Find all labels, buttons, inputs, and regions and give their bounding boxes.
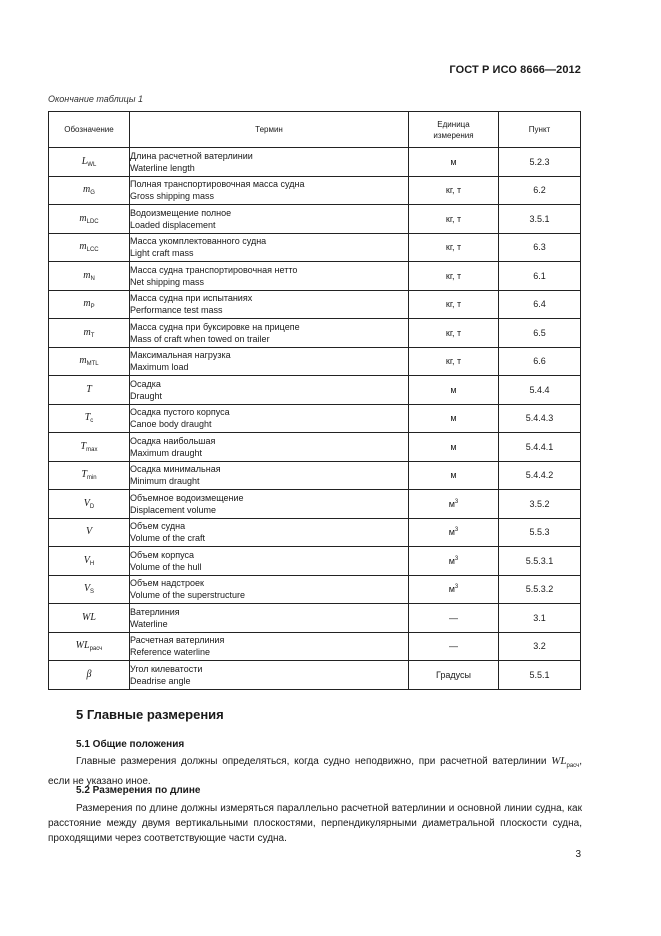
- symbol-cell: [49, 547, 130, 576]
- term-russian: Объем надстроек: [130, 578, 204, 589]
- symbol-main: L: [81, 155, 88, 167]
- symbol-main: m: [79, 241, 87, 253]
- unit-cell: [409, 319, 499, 348]
- table-row: [49, 205, 581, 234]
- term-english: Volume of the superstructure: [130, 590, 246, 601]
- term-russian: Осадка наибольшая: [130, 435, 216, 446]
- symbol-subscript: LDC: [86, 218, 99, 225]
- term-cell: [130, 604, 409, 633]
- symbol-subscript: MTL: [86, 361, 99, 368]
- document-header: ГОСТ Р ИСО 8666—2012: [449, 64, 581, 76]
- unit-superscript: 3: [454, 527, 459, 534]
- point-cell: 5.4.4.3: [499, 404, 581, 433]
- point-cell: 3.1: [499, 604, 581, 633]
- point-cell: 6.3: [499, 233, 581, 262]
- symbol-main: T: [81, 469, 87, 481]
- table-body: [49, 148, 581, 690]
- symbol-main: V: [85, 526, 93, 538]
- column-header-term: Термин: [130, 112, 409, 148]
- page-number: 3: [575, 849, 581, 860]
- point-cell: 5.5.3.1: [499, 547, 581, 576]
- point-cell: 5.5.3: [499, 518, 581, 547]
- term-english: Volume of the craft: [130, 533, 206, 544]
- symbol-subscript: N: [90, 275, 95, 282]
- terms-table: [48, 111, 581, 690]
- symbol-main: m: [79, 355, 87, 367]
- symbol-subscript: G: [90, 190, 95, 197]
- table-row: [49, 347, 581, 376]
- unit-cell: [409, 148, 499, 177]
- symbol-main: m: [83, 269, 91, 281]
- point-cell: 5.4.4.1: [499, 433, 581, 462]
- section-5-title: 5 Главные размерения: [76, 707, 224, 722]
- symbol-cell: [49, 233, 130, 262]
- symbol-subscript: расч: [89, 646, 103, 653]
- table-row: [49, 490, 581, 519]
- symbol-subscript: P: [90, 304, 95, 311]
- unit-value: Градусы: [436, 669, 471, 680]
- unit-value: м: [448, 555, 455, 566]
- term-english: Maximum load: [130, 362, 189, 373]
- term-english: Draught: [130, 390, 163, 401]
- point-cell: 6.1: [499, 262, 581, 291]
- term-english: Mass of craft when towed on trailer: [130, 333, 270, 344]
- term-cell: [130, 661, 409, 690]
- symbol-subscript: min: [86, 475, 97, 482]
- symbol-cell: [49, 490, 130, 519]
- term-english: Light craft mass: [130, 248, 194, 259]
- symbol-main: WL: [82, 611, 96, 623]
- symbol-subscript: T: [90, 332, 95, 339]
- term-english: Waterline: [130, 618, 168, 629]
- table-row: [49, 148, 581, 177]
- term-russian: Полная транспортировочная масса судна: [130, 179, 305, 190]
- point-cell: 3.5.2: [499, 490, 581, 519]
- table-row: [49, 661, 581, 690]
- symbol-cell: [49, 604, 130, 633]
- unit-superscript: 3: [454, 555, 459, 562]
- unit-value: м: [450, 156, 457, 167]
- term-russian: Максимальная нагрузка: [130, 350, 231, 361]
- table-row: [49, 319, 581, 348]
- term-english: Performance test mass: [130, 305, 223, 316]
- unit-cell: [409, 205, 499, 234]
- table-row: [49, 604, 581, 633]
- term-russian: Водоизмещение полное: [130, 207, 232, 218]
- symbol-subscript: max: [86, 446, 98, 453]
- unit-cell: [409, 262, 499, 291]
- term-cell: [130, 205, 409, 234]
- term-russian: Расчетная ватерлиния: [130, 635, 225, 646]
- term-cell: [130, 347, 409, 376]
- point-cell: 5.5.1: [499, 661, 581, 690]
- unit-cell: [409, 547, 499, 576]
- table-caption: Окончание таблицы 1: [48, 94, 143, 104]
- symbol-cell: [49, 461, 130, 490]
- table-row: [49, 518, 581, 547]
- term-english: Deadrise angle: [130, 675, 191, 686]
- term-russian: Объем судна: [130, 521, 186, 532]
- symbol-subscript: H: [89, 560, 95, 567]
- term-english: Net shipping mass: [130, 276, 205, 287]
- term-cell: [130, 433, 409, 462]
- unit-value: кг, т: [445, 185, 462, 196]
- symbol-subscript: S: [90, 589, 95, 596]
- term-cell: [130, 376, 409, 405]
- symbol-cell: [49, 290, 130, 319]
- table-row: [49, 433, 581, 462]
- unit-value: кг, т: [445, 242, 462, 253]
- symbol-cell: [49, 518, 130, 547]
- subsection-5-2-text: Размерения по длине должны измеряться параллельно расчетной ватерлинии и основной линии судна, как расстояние между двумя вертикальными плоскостями, перпендикулярными диаметральной плоскости судна, проходящими через соответствующие части судна.: [48, 803, 582, 844]
- table-row: [49, 376, 581, 405]
- term-english: Loaded displacement: [130, 219, 216, 230]
- reference-waterline-symbol: [551, 755, 580, 770]
- term-cell: [130, 632, 409, 661]
- column-header-symbol: Обозначение: [49, 112, 130, 148]
- unit-cell: [409, 632, 499, 661]
- unit-cell: [409, 490, 499, 519]
- point-cell: 5.2.3: [499, 148, 581, 177]
- unit-cell: [409, 433, 499, 462]
- term-russian: Масса судна транспортировочная нетто: [130, 264, 298, 275]
- symbol-main: m: [79, 212, 87, 224]
- term-cell: [130, 148, 409, 177]
- symbol-main: m: [83, 298, 91, 310]
- unit-value: м: [448, 584, 455, 595]
- symbol-subscript: D: [89, 503, 95, 510]
- unit-cell: [409, 290, 499, 319]
- unit-cell: [409, 233, 499, 262]
- term-russian: Длина расчетной ватерлинии: [130, 150, 253, 161]
- symbol-cell: [49, 176, 130, 205]
- unit-cell: [409, 604, 499, 633]
- table-header-row: [49, 112, 581, 148]
- subsection-5-1-text: [48, 754, 582, 789]
- symbol-cell: [49, 376, 130, 405]
- term-cell: [130, 547, 409, 576]
- symbol-subscript: LCC: [86, 247, 99, 254]
- column-header-point: Пункт: [499, 112, 581, 148]
- unit-value: кг, т: [445, 270, 462, 281]
- s51-text-before: Главные размерения должны определяться, когда судно неподвижно, при расчетной ватерлинии: [76, 756, 547, 767]
- term-russian: Объемное водоизмещение: [130, 492, 244, 503]
- term-russian: Осадка пустого корпуса: [130, 407, 230, 418]
- symbol-main: WL: [75, 640, 90, 652]
- symbol-main: T: [84, 412, 91, 424]
- s51-wl: WL: [551, 755, 567, 767]
- column-header-unit: [409, 112, 499, 148]
- term-russian: Осадка: [130, 378, 161, 389]
- unit-value: м: [450, 384, 457, 395]
- term-cell: [130, 233, 409, 262]
- table-row: [49, 547, 581, 576]
- symbol-cell: [49, 575, 130, 604]
- table-row: [49, 262, 581, 291]
- subsection-5-2-title: 5.2 Размерения по длине: [76, 785, 201, 796]
- symbol-main: T: [86, 383, 92, 395]
- unit-cell: [409, 404, 499, 433]
- table-row: [49, 290, 581, 319]
- symbol-subscript: WL: [87, 161, 97, 168]
- symbol-subscript: c: [90, 418, 94, 425]
- symbol-cell: [49, 347, 130, 376]
- point-cell: 5.4.4: [499, 376, 581, 405]
- term-cell: [130, 404, 409, 433]
- term-cell: [130, 461, 409, 490]
- symbol-cell: [49, 262, 130, 291]
- subsection-5-1-title: 5.1 Общие положения: [76, 739, 185, 750]
- term-english: Canoe body draught: [130, 419, 212, 430]
- symbol-cell: [49, 632, 130, 661]
- term-cell: [130, 319, 409, 348]
- unit-value: кг, т: [445, 213, 462, 224]
- unit-value: м: [450, 413, 457, 424]
- unit-value: кг, т: [445, 327, 462, 338]
- unit-cell: [409, 376, 499, 405]
- table-row: [49, 461, 581, 490]
- unit-superscript: 3: [454, 584, 459, 591]
- s51-text-after: , если не указано иное.: [48, 756, 582, 788]
- point-cell: 6.5: [499, 319, 581, 348]
- term-russian: Ватерлиния: [130, 606, 180, 617]
- symbol-cell: [49, 205, 130, 234]
- table-row: [49, 233, 581, 262]
- column-header-unit-line1: Единица: [437, 119, 470, 129]
- unit-value: м: [450, 441, 457, 452]
- term-russian: Масса судна при испытаниях: [130, 293, 253, 304]
- point-cell: 5.5.3.2: [499, 575, 581, 604]
- term-russian: Объем корпуса: [130, 549, 195, 560]
- unit-value: —: [449, 641, 458, 652]
- term-cell: [130, 575, 409, 604]
- term-russian: Угол килеватости: [130, 663, 203, 674]
- unit-cell: [409, 518, 499, 547]
- term-cell: [130, 262, 409, 291]
- term-english: Gross shipping mass: [130, 191, 215, 202]
- unit-value: м: [450, 470, 457, 481]
- point-cell: 5.4.4.2: [499, 461, 581, 490]
- table-row: [49, 404, 581, 433]
- unit-superscript: 3: [454, 498, 459, 505]
- column-header-unit-line2: измерения: [433, 130, 474, 140]
- symbol-main: V: [83, 583, 91, 595]
- point-cell: 3.5.1: [499, 205, 581, 234]
- table-row: [49, 176, 581, 205]
- symbol-main: V: [83, 554, 90, 566]
- point-cell: 3.2: [499, 632, 581, 661]
- symbol-cell: [49, 319, 130, 348]
- symbol-main: m: [83, 184, 91, 196]
- unit-value: кг, т: [445, 356, 462, 367]
- symbol-main: T: [80, 440, 87, 452]
- point-cell: 6.6: [499, 347, 581, 376]
- symbol-cell: [49, 404, 130, 433]
- unit-cell: [409, 661, 499, 690]
- term-english: Maximum draught: [130, 447, 203, 458]
- term-cell: [130, 176, 409, 205]
- s51-wl-sub: расч: [566, 763, 580, 770]
- term-english: Reference waterline: [130, 647, 211, 658]
- unit-cell: [409, 461, 499, 490]
- term-cell: [130, 490, 409, 519]
- term-cell: [130, 518, 409, 547]
- point-cell: 6.4: [499, 290, 581, 319]
- symbol-cell: [49, 433, 130, 462]
- term-russian: Осадка минимальная: [130, 464, 221, 475]
- table-row: [49, 575, 581, 604]
- symbol-cell: [49, 661, 130, 690]
- point-cell: 6.2: [499, 176, 581, 205]
- term-russian: Масса укомплектованного судна: [130, 236, 267, 247]
- unit-cell: [409, 575, 499, 604]
- unit-value: м: [448, 527, 455, 538]
- term-english: Volume of the hull: [130, 561, 202, 572]
- term-english: Waterline length: [130, 162, 195, 173]
- unit-cell: [409, 176, 499, 205]
- table-row: [49, 632, 581, 661]
- term-english: Displacement volume: [130, 504, 217, 515]
- unit-cell: [409, 347, 499, 376]
- symbol-main: V: [83, 497, 90, 509]
- unit-value: кг, т: [445, 299, 462, 310]
- symbol-main: β: [86, 668, 92, 680]
- symbol-main: m: [83, 326, 91, 338]
- term-english: Minimum draught: [130, 476, 200, 487]
- term-cell: [130, 290, 409, 319]
- unit-value: —: [449, 612, 458, 623]
- unit-value: м: [448, 498, 455, 509]
- symbol-cell: [49, 148, 130, 177]
- term-russian: Масса судна при буксировке на прицепе: [130, 321, 300, 332]
